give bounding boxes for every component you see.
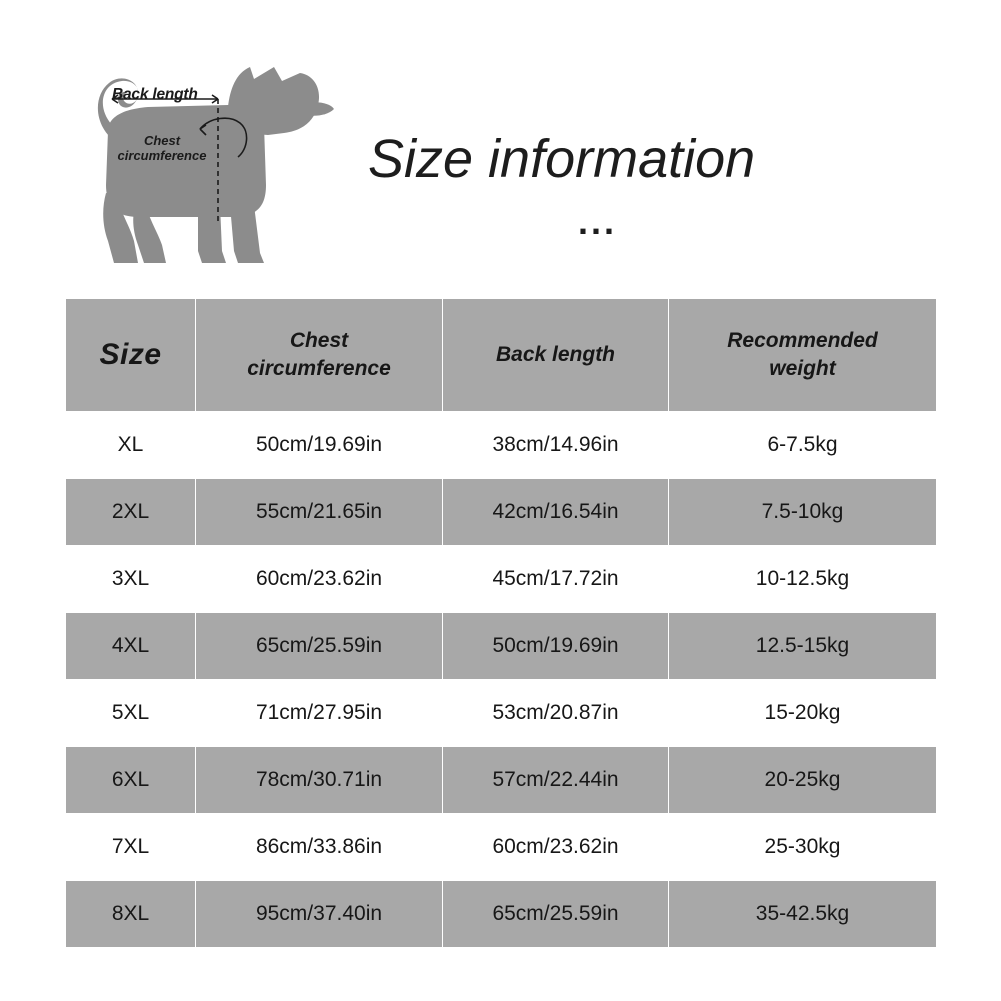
- cell-weight: 25-30kg: [669, 814, 937, 881]
- cell-back: 42cm/16.54in: [443, 479, 669, 546]
- column-header-chest-line-2: circumference: [247, 357, 391, 380]
- cell-chest: 60cm/23.62in: [196, 546, 443, 613]
- title-dots: ...: [578, 201, 618, 242]
- table-row: [66, 680, 937, 747]
- cell-size: 4XL: [66, 613, 196, 680]
- page-title: Size information: [368, 129, 756, 189]
- cell-weight: 12.5-15kg: [669, 613, 937, 680]
- cell-chest: 71cm/27.95in: [196, 680, 443, 747]
- cell-weight: 10-12.5kg: [669, 546, 937, 613]
- table-row: [66, 881, 937, 948]
- back-length-diagram-label: Back length: [112, 86, 198, 103]
- size-table-container: [65, 298, 936, 948]
- header-section: [0, 0, 1001, 290]
- table-row: [66, 546, 937, 613]
- table-body: [66, 412, 937, 948]
- cell-back: 65cm/25.59in: [443, 881, 669, 948]
- cell-size: 5XL: [66, 680, 196, 747]
- cell-back: 53cm/20.87in: [443, 680, 669, 747]
- cell-size: 2XL: [66, 479, 196, 546]
- chest-label-line-2: circumference: [117, 148, 207, 163]
- cell-size: 7XL: [66, 814, 196, 881]
- cell-size: 3XL: [66, 546, 196, 613]
- cell-chest: 86cm/33.86in: [196, 814, 443, 881]
- cell-chest: 65cm/25.59in: [196, 613, 443, 680]
- column-header-recommended-weight: [669, 299, 937, 412]
- size-table: [65, 298, 937, 948]
- table-row: [66, 412, 937, 479]
- column-header-size: Size: [66, 299, 196, 412]
- table-row: [66, 747, 937, 814]
- table-header-row: [66, 299, 937, 412]
- cell-back: 57cm/22.44in: [443, 747, 669, 814]
- cell-back: 45cm/17.72in: [443, 546, 669, 613]
- cell-weight: 35-42.5kg: [669, 881, 937, 948]
- cell-size: 6XL: [66, 747, 196, 814]
- column-header-chest-circumference: [196, 299, 443, 412]
- cell-size: 8XL: [66, 881, 196, 948]
- table-row: [66, 479, 937, 546]
- cell-chest: 55cm/21.65in: [196, 479, 443, 546]
- table-header: [66, 299, 937, 412]
- cell-weight: 7.5-10kg: [669, 479, 937, 546]
- table-row: [66, 814, 937, 881]
- cell-chest: 50cm/19.69in: [196, 412, 443, 479]
- cell-weight: 6-7.5kg: [669, 412, 937, 479]
- table-row: [66, 613, 937, 680]
- chest-label-line-1: Chest: [143, 133, 181, 148]
- cell-chest: 95cm/37.40in: [196, 881, 443, 948]
- column-header-chest-line-1: Chest: [289, 329, 349, 352]
- cell-chest: 78cm/30.71in: [196, 747, 443, 814]
- chest-circumference-diagram-label: [108, 133, 216, 163]
- cell-back: 50cm/19.69in: [443, 613, 669, 680]
- cell-weight: 15-20kg: [669, 680, 937, 747]
- column-header-weight-line-1: Recommended: [727, 329, 878, 352]
- column-header-weight-line-2: weight: [769, 357, 836, 380]
- cell-size: XL: [66, 412, 196, 479]
- cell-back: 60cm/23.62in: [443, 814, 669, 881]
- cell-weight: 20-25kg: [669, 747, 937, 814]
- cell-back: 38cm/14.96in: [443, 412, 669, 479]
- column-header-back-length: Back length: [443, 299, 669, 412]
